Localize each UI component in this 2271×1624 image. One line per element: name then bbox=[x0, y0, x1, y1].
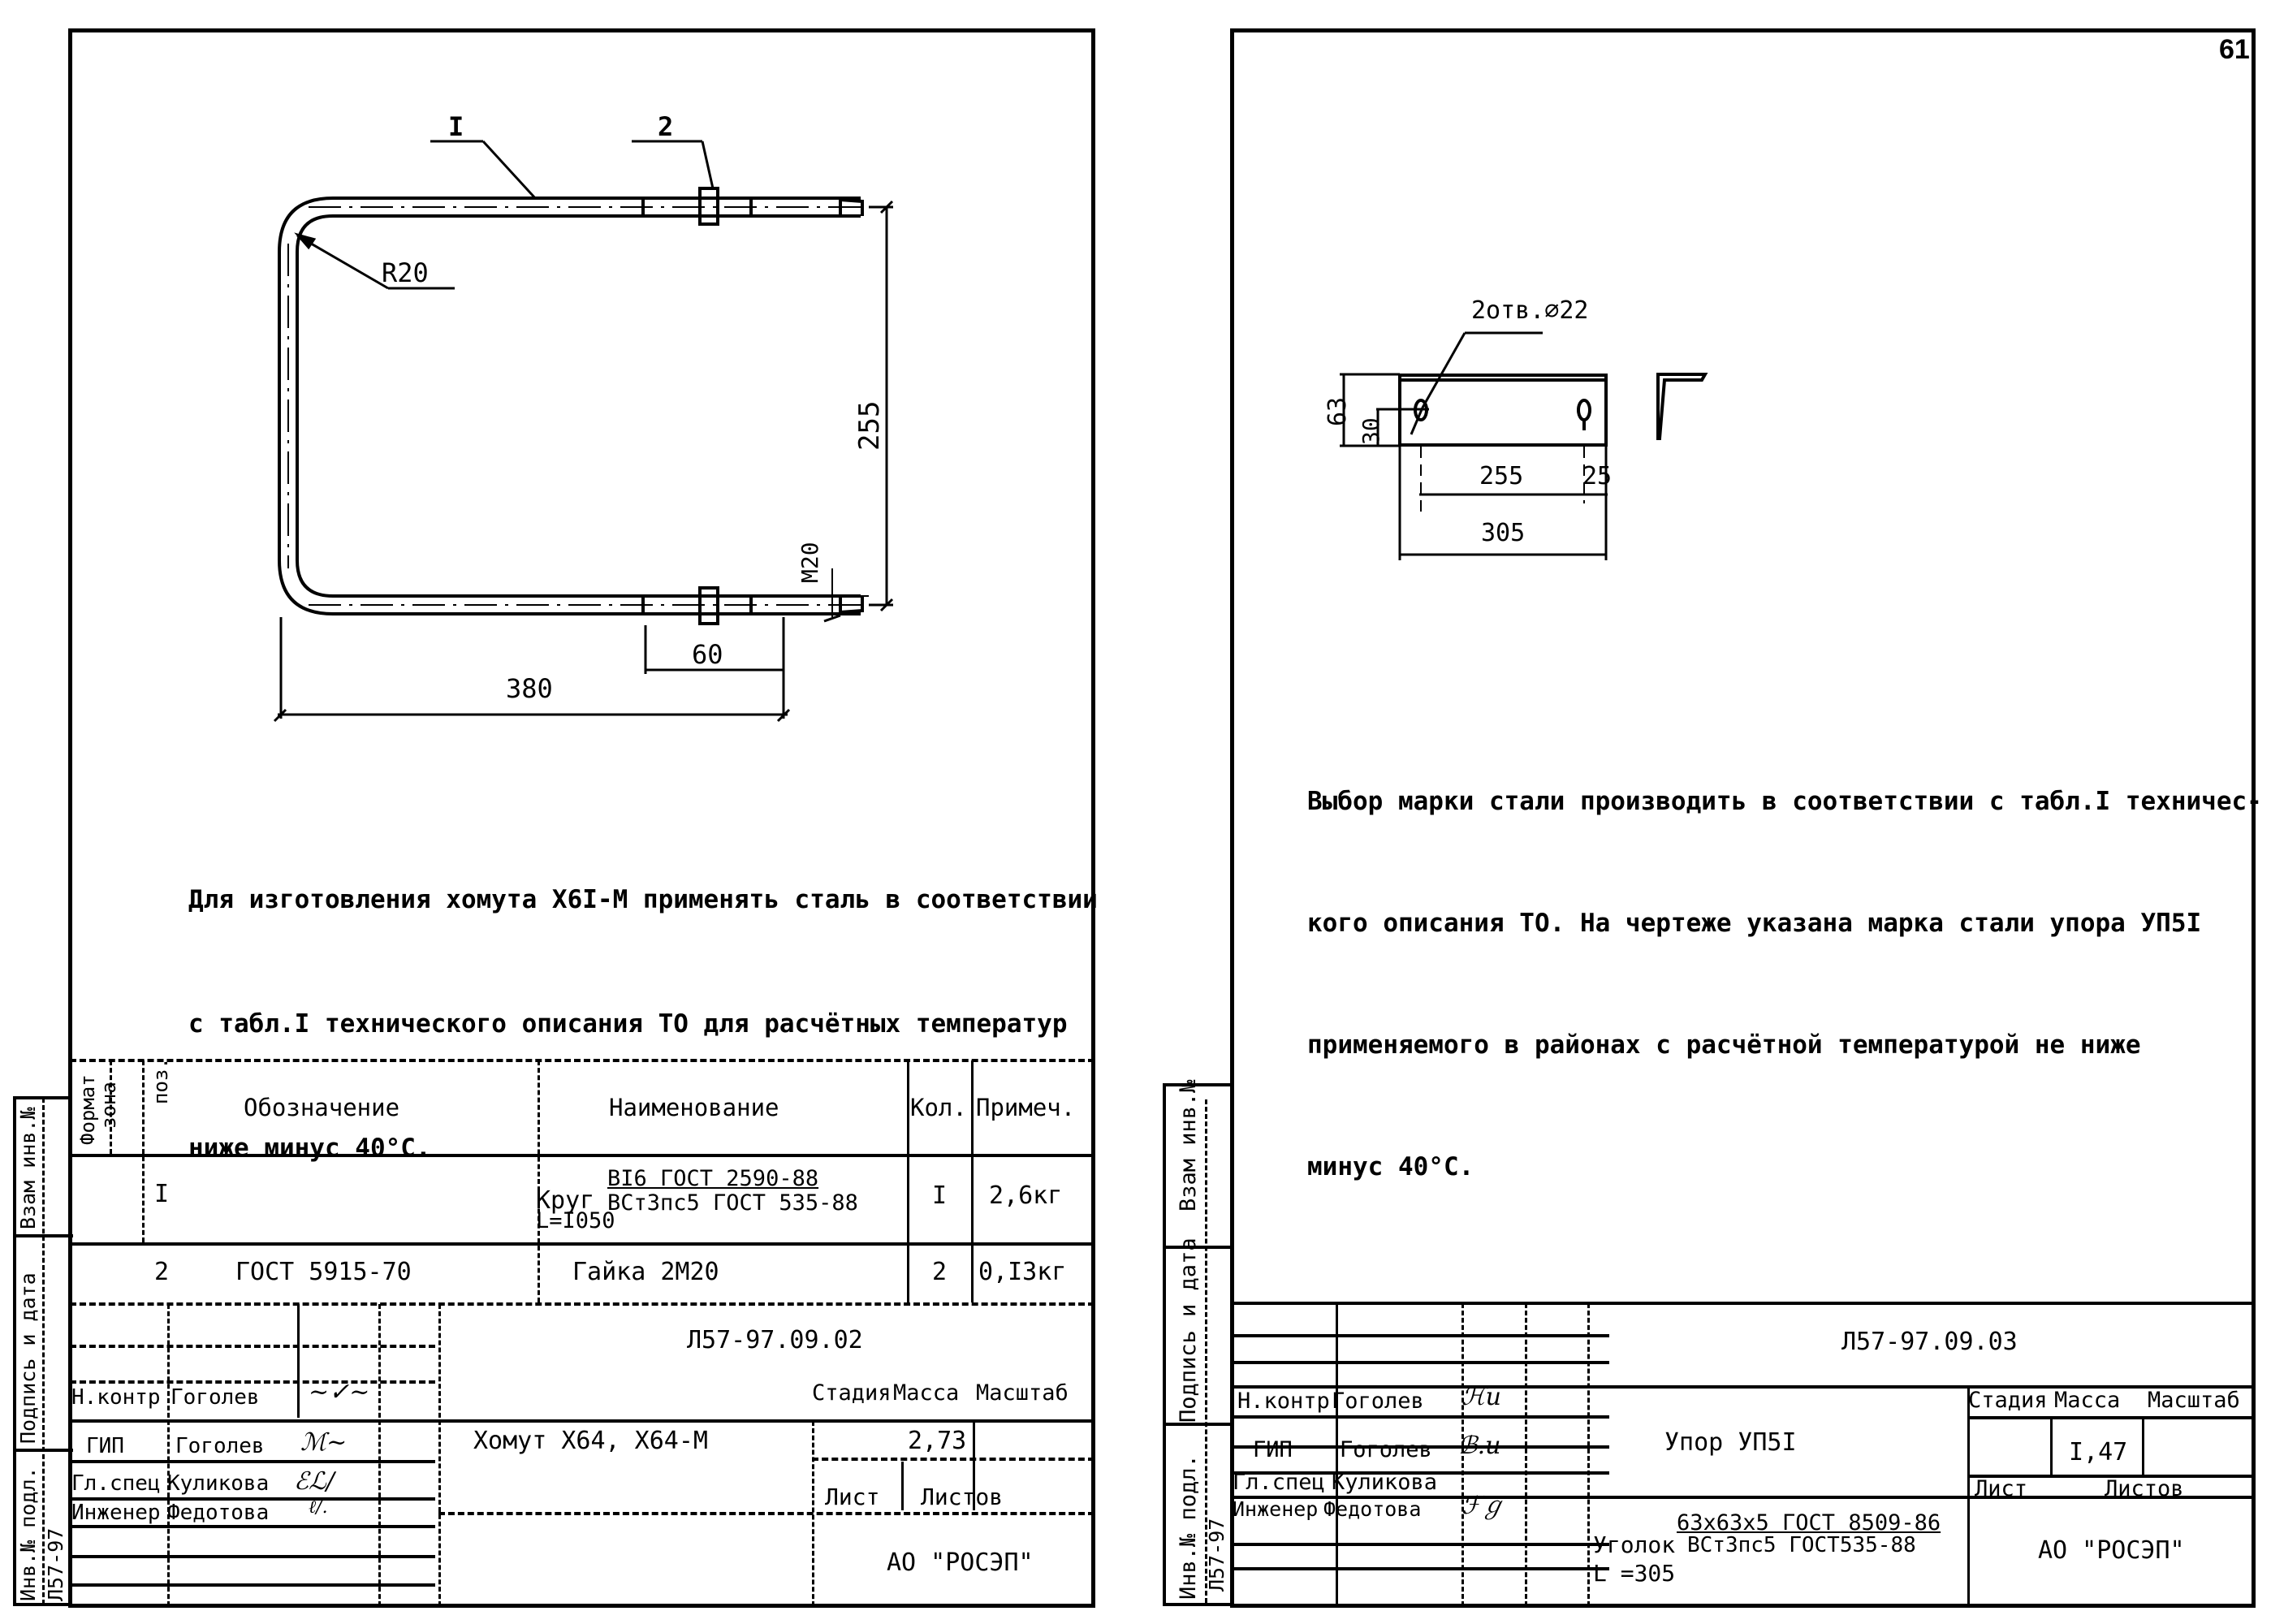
row-pos: 2 bbox=[154, 1258, 170, 1286]
row-name-bottom: ВСт3пс5 ГОСТ 535-88 bbox=[607, 1190, 858, 1216]
scale-label: Масштаб bbox=[2148, 1388, 2240, 1413]
left-note-line: ниже минус 40°С. bbox=[188, 1134, 431, 1163]
sig-name: Гоголев bbox=[175, 1434, 265, 1458]
sig-role: Гл.спец bbox=[1233, 1470, 1325, 1495]
sheets-label: Листов bbox=[921, 1484, 1004, 1510]
header-zone: зона bbox=[97, 1082, 120, 1129]
holes-label: 2отв.⌀22 bbox=[1471, 296, 1589, 325]
signature-icon: ℰℒ/ bbox=[294, 1467, 335, 1496]
dim-30-label: 30 bbox=[1358, 417, 1384, 445]
inv-label: Инв.№ подл. bbox=[1176, 1454, 1201, 1600]
sig-role: ГИП bbox=[1253, 1437, 1293, 1462]
sig-name: Куликова bbox=[1332, 1470, 1438, 1495]
inv-value: Л57-97 bbox=[44, 1527, 67, 1601]
dim-255-label: 255 bbox=[1479, 462, 1524, 490]
row-qty: I bbox=[932, 1181, 948, 1210]
left-note-line: Для изготовления хомута Х6I-М применять сталь в соответствии bbox=[188, 885, 1098, 914]
right-note bbox=[1307, 700, 2262, 1268]
sheets-label: Листов bbox=[2105, 1476, 2184, 1501]
replace-inv-label: Взам инв.№ bbox=[1176, 1079, 1201, 1212]
right-note-line: кого описания ТО. На чертеже указана марка стали упора УП5I bbox=[1307, 909, 2202, 938]
angle-drawing bbox=[0, 0, 1, 1]
signature-icon: ℬ.u bbox=[1458, 1432, 1501, 1460]
left-note-line: с табл.I технического описания ТО для расчётных температур bbox=[188, 1009, 1068, 1039]
header-format: Формат bbox=[76, 1074, 99, 1145]
dim-305-label: 305 bbox=[1481, 519, 1526, 547]
row-name-length: L=I050 bbox=[536, 1208, 615, 1233]
sig-name: Федотова bbox=[1323, 1497, 1422, 1521]
radius-label: R20 bbox=[382, 257, 429, 288]
sig-role: Инженер bbox=[1233, 1497, 1319, 1521]
header-qty: Кол. bbox=[910, 1094, 967, 1121]
organization: АО "РОСЭП" bbox=[2038, 1536, 2185, 1565]
sig-name: Гоголев bbox=[1332, 1389, 1424, 1414]
sig-role: Н.контр bbox=[71, 1385, 161, 1410]
material-length: L =305 bbox=[1593, 1560, 1676, 1587]
sig-name: Куликова bbox=[167, 1471, 270, 1496]
sheet-label: Лист bbox=[1975, 1476, 2028, 1501]
mass-value: I,47 bbox=[2069, 1438, 2128, 1466]
sig-role: Н.контр bbox=[1237, 1389, 1330, 1414]
sig-name: Гоголев bbox=[1340, 1437, 1432, 1462]
right-note-line: применяемого в районах с расчётной температурой не ниже bbox=[1307, 1030, 2141, 1060]
material-bottom: ВСт3пс5 ГОСТ535-88 bbox=[1687, 1533, 1916, 1557]
mass-label: Масса bbox=[2054, 1388, 2121, 1413]
header-designation: Обозначение bbox=[244, 1094, 400, 1121]
header-name: Наименование bbox=[609, 1094, 779, 1121]
row-note: 2,6кг bbox=[989, 1181, 1063, 1210]
dim-thread-label: M20 bbox=[797, 542, 823, 583]
material-prefix: Уголок bbox=[1593, 1531, 1676, 1558]
row-note: 0,I3кг bbox=[978, 1258, 1067, 1286]
scale-label: Масштаб bbox=[976, 1380, 1069, 1406]
sig-name: Гоголев bbox=[171, 1385, 260, 1410]
right-note-line: минус 40°С. bbox=[1307, 1152, 1474, 1181]
row-qty: 2 bbox=[932, 1258, 948, 1286]
drawing-title: Хомут Х64, Х64-М bbox=[473, 1427, 708, 1455]
drawing-title: Упор УП5I bbox=[1664, 1428, 1797, 1457]
header-pos: поз. bbox=[149, 1057, 172, 1104]
inv-label: Инв.№ подл. bbox=[16, 1466, 40, 1601]
sign-date-label: Подпись и дата bbox=[16, 1272, 40, 1444]
row-name-top: BI6 ГОСТ 2590-88 bbox=[607, 1166, 819, 1191]
signature-icon: ℓ/. bbox=[309, 1497, 328, 1518]
dim-width-label: 380 bbox=[506, 673, 553, 704]
mass-value: 2,73 bbox=[908, 1427, 967, 1455]
signature-icon: ℱℊ bbox=[1461, 1492, 1505, 1520]
material-top: 63х63х5 ГОСТ 8509-86 bbox=[1677, 1510, 1941, 1535]
dim-25-label: 25 bbox=[1582, 462, 1613, 490]
sig-role: ГИП bbox=[86, 1434, 124, 1458]
page-number: 61 bbox=[2219, 34, 2250, 65]
dim-thread-length-label: 60 bbox=[692, 639, 723, 670]
stage-label: Стадия bbox=[812, 1380, 892, 1406]
dim-height-label: 255 bbox=[853, 400, 886, 451]
sheet-label: Лист bbox=[825, 1484, 880, 1510]
sig-role: Инженер bbox=[71, 1501, 161, 1525]
callout-1-label: I bbox=[448, 111, 464, 142]
signature-icon: ℳ~ bbox=[300, 1428, 348, 1457]
organization: АО "РОСЭП" bbox=[887, 1548, 1034, 1577]
doc-code: Л57-97.09.02 bbox=[687, 1326, 863, 1354]
doc-code: Л57-97.09.03 bbox=[1841, 1328, 2018, 1356]
inv-value: Л57-97 bbox=[1205, 1518, 1228, 1592]
sig-role: Гл.спец bbox=[71, 1471, 161, 1496]
row-name: Гайка 2М20 bbox=[572, 1258, 719, 1286]
mass-label: Масса bbox=[893, 1380, 960, 1406]
row-name-prefix: Круг bbox=[536, 1186, 595, 1215]
callout-2-label: 2 bbox=[658, 111, 674, 142]
row-pos: I bbox=[154, 1180, 170, 1208]
signature-icon: ~✓~ bbox=[309, 1378, 370, 1406]
signature-icon: ℋu bbox=[1461, 1383, 1501, 1411]
row-designation: ГОСТ 5915-70 bbox=[235, 1258, 412, 1286]
replace-inv-label: Взам инв.№ bbox=[16, 1107, 40, 1229]
right-note-line: Выбор марки стали производить в соответствии с табл.I техничес- bbox=[1307, 787, 2262, 816]
header-note: Примеч. bbox=[976, 1094, 1076, 1121]
sign-date-label: Подпись и дата bbox=[1176, 1237, 1201, 1423]
stage-label: Стадия bbox=[1968, 1388, 2048, 1413]
dim-63-label: 63 bbox=[1323, 396, 1352, 426]
sig-name: Федотова bbox=[167, 1501, 270, 1525]
